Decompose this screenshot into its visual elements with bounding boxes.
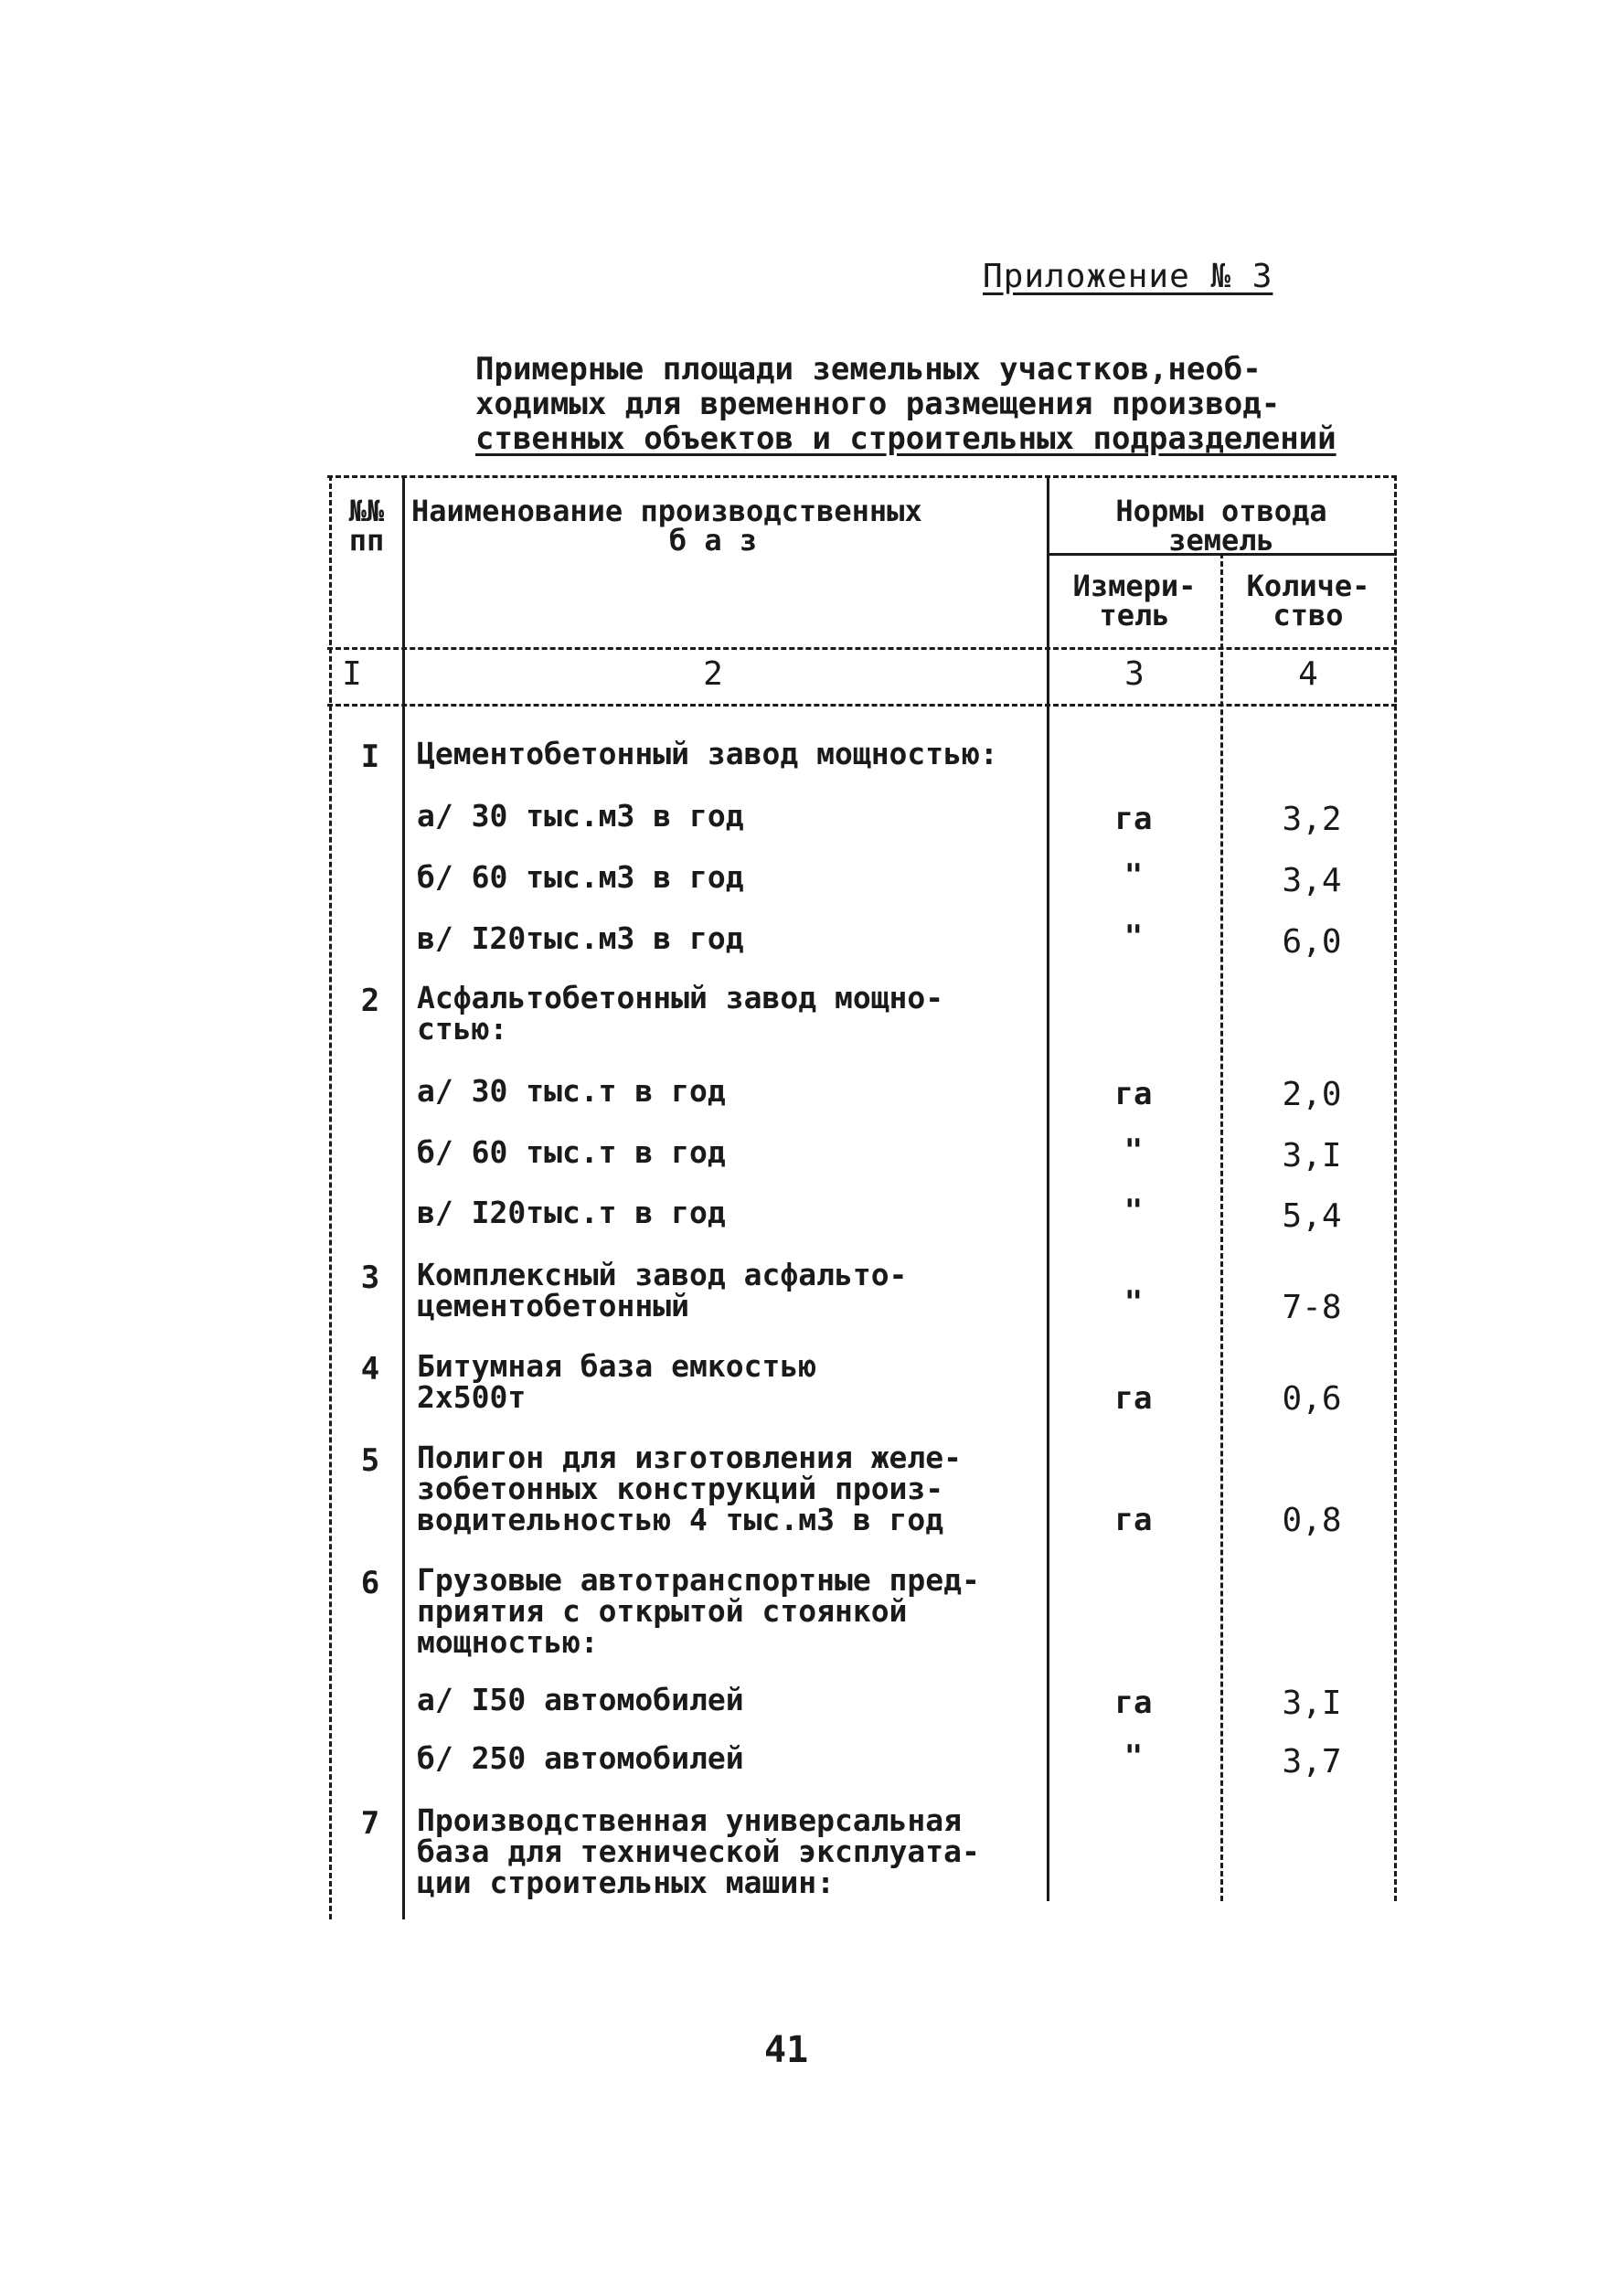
- title-line-1: Примерные площади земельных участков,необ-: [475, 351, 1262, 388]
- table-left-border: [329, 475, 332, 1919]
- row-qty: 3,2: [1282, 801, 1342, 838]
- row-name: [417, 798, 1038, 834]
- row-number: 2: [360, 983, 380, 1019]
- document-title: [475, 352, 1353, 456]
- row-name: [417, 1682, 1038, 1717]
- row-qty: 2,0: [1282, 1076, 1342, 1113]
- row-name-line: б/ 250 автомобилей: [417, 1740, 744, 1776]
- row-name: [417, 1257, 1038, 1323]
- page-number: 41: [764, 2029, 809, 2071]
- row-unit: ": [1123, 1193, 1144, 1229]
- row-name: [417, 1073, 1038, 1109]
- title-line-3: ственных объектов и строительных подразделений: [475, 420, 1336, 457]
- row-name: [417, 736, 1038, 771]
- header-name-line-1: Наименование производственных: [411, 494, 922, 528]
- row-number: I: [360, 739, 380, 775]
- row-name: [417, 859, 1038, 895]
- header-num-line-2: пп: [348, 523, 385, 558]
- row-number: 5: [360, 1442, 380, 1479]
- header-name-line-2: б а з: [668, 523, 758, 558]
- row-qty: 0,6: [1282, 1380, 1342, 1418]
- row-qty: 3,7: [1282, 1743, 1342, 1780]
- row-name-line: база для технической эксплуата-: [417, 1834, 980, 1869]
- row-name-line: а/ 30 тыс.т в год: [417, 1073, 726, 1109]
- row-name-line: Комплексный завод асфальто-: [417, 1257, 908, 1292]
- row-name-line: Асфальтобетонный завод мощно-: [417, 980, 944, 1015]
- row-unit: га: [1114, 801, 1153, 837]
- row-name-line: в/ I20тыс.м3 в год: [417, 920, 744, 956]
- row-unit: га: [1114, 1380, 1153, 1417]
- row-unit: га: [1114, 1076, 1153, 1112]
- header-unit: [1051, 571, 1218, 630]
- row-name: [417, 920, 1038, 956]
- row-name-line: Производственная универсальная: [417, 1802, 963, 1838]
- row-qty: 0,8: [1282, 1502, 1342, 1539]
- row-name-line: ции строительных машин:: [417, 1865, 835, 1900]
- header-qty-line-1: Количе-: [1246, 569, 1370, 603]
- header-unit-line-2: тель: [1099, 598, 1170, 632]
- row-name-line: б/ 60 тыс.м3 в год: [417, 859, 744, 895]
- header-norms-line-1: Нормы отвода: [1115, 494, 1327, 528]
- header-qty: [1225, 571, 1391, 630]
- row-name: [417, 1442, 1038, 1536]
- row-name-line: Грузовые автотранспортные пред-: [417, 1562, 980, 1598]
- row-name-line: а/ I50 автомобилей: [417, 1682, 744, 1717]
- row-name: [417, 1562, 1038, 1660]
- row-qty: 3,I: [1282, 1137, 1342, 1175]
- row-name: [417, 1348, 1038, 1415]
- row-number: 6: [360, 1565, 380, 1601]
- header-bottom-border: [327, 647, 1397, 650]
- col-divider-2: [1047, 475, 1049, 1901]
- row-name-line: 2х500т: [417, 1379, 527, 1415]
- row-unit: ": [1123, 1738, 1144, 1775]
- column-numbers-bottom-border: [327, 704, 1397, 707]
- col-divider-1: [402, 475, 405, 1919]
- column-number-1: I: [342, 655, 362, 693]
- table-right-border: [1394, 475, 1397, 1901]
- row-name: [417, 1197, 1038, 1228]
- row-name: [417, 1802, 1038, 1900]
- row-unit: га: [1114, 1685, 1153, 1721]
- row-name: [417, 980, 1038, 1047]
- row-unit: ": [1123, 857, 1144, 894]
- header-norms: [1051, 494, 1391, 558]
- row-unit: га: [1114, 1502, 1153, 1538]
- appendix-label: Приложение № 3: [983, 258, 1273, 295]
- row-name: [417, 1134, 1038, 1170]
- header-norms-line-2: земель: [1168, 523, 1274, 558]
- row-qty: 7-8: [1282, 1289, 1342, 1326]
- header-unit-line-1: Измери-: [1072, 569, 1197, 603]
- row-qty: 3,4: [1282, 862, 1342, 899]
- header-qty-line-2: ство: [1273, 598, 1344, 632]
- row-name-line: б/ 60 тыс.т в год: [417, 1134, 726, 1170]
- header-num: [334, 494, 399, 558]
- header-name: [411, 494, 1015, 558]
- row-name-line: в/ I20тыс.т в год: [417, 1195, 726, 1230]
- table-top-border: [327, 475, 1397, 478]
- column-number-4: 4: [1298, 655, 1318, 693]
- row-name-line: Битумная база емкостью: [417, 1348, 817, 1384]
- row-name-line: а/ 30 тыс.м3 в год: [417, 798, 744, 834]
- row-name-line: цементобетонный: [417, 1288, 690, 1323]
- column-number-2: 2: [703, 655, 723, 693]
- title-line-2: ходимых для временного размещения производ-: [475, 386, 1281, 422]
- row-name-line: зобетонных конструкций произ-: [417, 1471, 944, 1506]
- column-number-3: 3: [1124, 655, 1145, 693]
- row-unit: ": [1123, 1284, 1144, 1321]
- row-number: 3: [360, 1260, 380, 1296]
- row-name-line: Полигон для изготовления желе-: [417, 1440, 963, 1475]
- col-divider-3: [1220, 553, 1223, 1901]
- row-qty: 5,4: [1282, 1197, 1342, 1235]
- row-name-line: стью:: [417, 1011, 508, 1047]
- row-qty: 3,I: [1282, 1685, 1342, 1722]
- row-unit: ": [1123, 919, 1144, 955]
- row-name-line: приятия с открытой стоянкой: [417, 1593, 908, 1629]
- row-name-line: Цементобетонный завод мощностью:: [417, 736, 998, 771]
- header-num-line-1: №№: [348, 494, 385, 528]
- row-number: 4: [360, 1351, 380, 1387]
- row-name-line: водительностью 4 тыс.м3 в год: [417, 1502, 944, 1537]
- row-name-line: мощностью:: [417, 1624, 599, 1660]
- row-name: [417, 1740, 1038, 1776]
- row-unit: ": [1123, 1132, 1144, 1169]
- row-qty: 6,0: [1282, 923, 1342, 961]
- row-number: 7: [360, 1805, 380, 1842]
